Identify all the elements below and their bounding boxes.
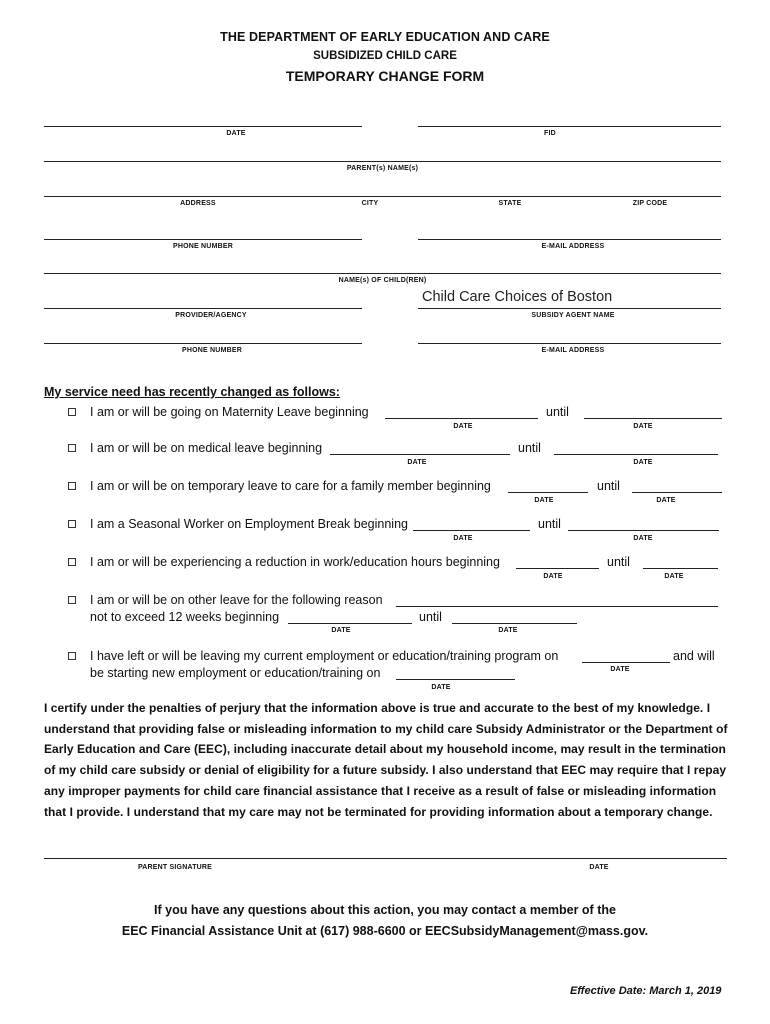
maternity-end-line[interactable]: [584, 418, 722, 419]
reduced-end-line[interactable]: [643, 568, 718, 569]
subsidy-agent-caption: SUBSIDY AGENT NAME: [531, 312, 615, 319]
contact-line-2: EEC Financial Assistance Unit at (617) 988-6600 or EECSubsidyManagement@mass.gov.: [121, 924, 649, 938]
date-caption: DATE: [633, 423, 653, 430]
provider-email-caption: E-MAIL ADDRESS: [541, 347, 605, 354]
maternity-leave-label: I am or will be going on Maternity Leave beginning: [90, 405, 369, 419]
effective-date: Effective Date: March 1, 2019: [570, 985, 722, 997]
medical-end-line[interactable]: [554, 454, 718, 455]
seasonal-worker-checkbox[interactable]: [68, 520, 76, 528]
date-caption: DATE: [534, 497, 554, 504]
new-employment-label: be starting new employment or education/training on: [90, 666, 381, 680]
until-label: until: [518, 441, 541, 455]
until-label: until: [538, 517, 561, 531]
seasonal-start-line[interactable]: [413, 530, 530, 531]
seasonal-end-line[interactable]: [568, 530, 719, 531]
date-caption: DATE: [407, 459, 427, 466]
fid-line[interactable]: [418, 126, 721, 127]
children-names-line[interactable]: [44, 273, 721, 274]
other-leave-checkbox[interactable]: [68, 596, 76, 604]
state-caption: STATE: [498, 200, 522, 207]
other-leave-label: I am or will be on other leave for the following reason: [90, 593, 383, 607]
date-line[interactable]: [44, 126, 362, 127]
reduced-start-line[interactable]: [516, 568, 599, 569]
family-end-line[interactable]: [632, 492, 722, 493]
form-heading-program: SUBSIDIZED CHILD CARE: [313, 50, 457, 62]
service-change-heading: My service need has recently changed as follows:: [44, 385, 340, 399]
reduced-hours-checkbox[interactable]: [68, 558, 76, 566]
date-caption: DATE: [543, 573, 563, 580]
provider-phone-caption: PHONE NUMBER: [182, 347, 242, 354]
family-start-line[interactable]: [508, 492, 588, 493]
parents-names-caption: PARENT(s) NAME(s): [346, 165, 419, 172]
date-caption: DATE: [453, 535, 473, 542]
left-employment-date-line[interactable]: [582, 662, 670, 663]
provider-line[interactable]: [44, 308, 362, 309]
left-employment-checkbox[interactable]: [68, 652, 76, 660]
other-start-line[interactable]: [288, 623, 412, 624]
phone-caption: PHONE NUMBER: [173, 243, 233, 250]
other-reason-line[interactable]: [396, 606, 718, 607]
other-end-line[interactable]: [452, 623, 577, 624]
fid-caption: FID: [544, 130, 556, 137]
date-caption: DATE: [664, 573, 684, 580]
parent-signature-caption: PARENT SIGNATURE: [137, 864, 213, 871]
parent-signature-line[interactable]: [44, 858, 727, 859]
provider-phone-line[interactable]: [44, 343, 362, 344]
subsidy-agent-line[interactable]: [418, 308, 721, 309]
form-title: TEMPORARY CHANGE FORM: [285, 68, 485, 84]
parents-names-line[interactable]: [44, 161, 721, 162]
date-caption: DATE: [431, 684, 451, 691]
city-caption: CITY: [361, 200, 379, 207]
other-leave-weeks-label: not to exceed 12 weeks beginning: [90, 610, 280, 624]
subsidy-agent-value: Child Care Choices of Boston: [422, 289, 613, 305]
date-caption: DATE: [226, 130, 246, 137]
date-caption: DATE: [633, 535, 653, 542]
medical-start-line[interactable]: [330, 454, 510, 455]
date-caption: DATE: [656, 497, 676, 504]
new-employment-date-line[interactable]: [396, 679, 515, 680]
date-caption: DATE: [331, 627, 351, 634]
date-caption: DATE: [498, 627, 518, 634]
email-caption: E-MAIL ADDRESS: [541, 243, 605, 250]
family-leave-checkbox[interactable]: [68, 482, 76, 490]
family-leave-label: I am or will be on temporary leave to care for a family member beginning: [90, 479, 491, 493]
email-line[interactable]: [418, 239, 721, 240]
date-caption: DATE: [633, 459, 653, 466]
contact-line-1: If you have any questions about this action, you may contact a member of the: [154, 903, 616, 917]
until-label: until: [597, 479, 620, 493]
address-line[interactable]: [44, 196, 721, 197]
and-will-label: and will: [673, 649, 715, 663]
date-caption: DATE: [453, 423, 473, 430]
maternity-start-line[interactable]: [385, 418, 538, 419]
maternity-leave-checkbox[interactable]: [68, 408, 76, 416]
provider-email-line[interactable]: [418, 343, 721, 344]
certification-statement: I certify under the penalties of perjury that the information above is true and accurate to the best of my knowledge. I understand that providing false or misleading information to my child care Subsidy Administrator or the Department of Early Education and Care (EEC), including inaccurate detail about my household income, may result in the termination of my child care subsidy or denial of eligibility for a future subsidy. I also understand that EEC may require that I repay any improper payments for child care financial assistance that I receive as a result of false or misleading information that I provide. I understand that my care may not be terminated for providing information about a temporary change.: [44, 701, 728, 819]
reduced-hours-label: I am or will be experiencing a reduction in work/education hours beginning: [90, 555, 500, 569]
until-label: until: [607, 555, 630, 569]
form-heading-department: THE DEPARTMENT OF EARLY EDUCATION AND CARE: [220, 30, 550, 44]
date-caption: DATE: [610, 666, 630, 673]
seasonal-worker-label: I am a Seasonal Worker on Employment Break beginning: [90, 517, 408, 531]
medical-leave-checkbox[interactable]: [68, 444, 76, 452]
left-employment-label: I have left or will be leaving my current employment or education/training program on: [90, 649, 559, 663]
provider-caption: PROVIDER/AGENCY: [175, 312, 247, 319]
address-caption: ADDRESS: [180, 200, 216, 207]
children-names-caption: NAME(s) OF CHILD(REN): [338, 277, 427, 284]
zip-caption: ZIP CODE: [632, 200, 668, 207]
until-label: until: [419, 610, 442, 624]
phone-line[interactable]: [44, 239, 362, 240]
signature-date-caption: DATE: [589, 864, 609, 871]
until-label: until: [546, 405, 569, 419]
medical-leave-label: I am or will be on medical leave beginning: [90, 441, 323, 455]
